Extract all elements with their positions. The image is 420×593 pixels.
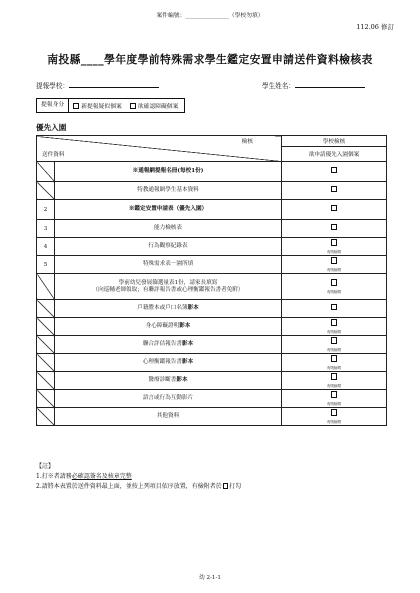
note-2-prefix: 2.請將本表置於送件資料最上面，並按上列項目依序放置，有檢附者於	[36, 483, 222, 490]
row-number-cell	[37, 300, 55, 318]
row-number-cell	[37, 318, 55, 336]
if-any-note: 有則檢附	[326, 249, 342, 254]
if-any-note: 有則檢附	[326, 289, 342, 294]
student-input-line[interactable]	[295, 80, 365, 88]
row-item-text: 能力檢核表	[154, 225, 182, 231]
row-check-cell	[282, 372, 387, 390]
table-row	[37, 162, 387, 182]
row-check-cell	[282, 220, 387, 238]
row-number-cell	[37, 274, 55, 300]
row-number-cell: 3	[37, 220, 55, 238]
checklist-table	[36, 135, 387, 426]
row-item-text: 特教通報網學生基本資料	[137, 187, 199, 193]
checkbox-icon[interactable]	[331, 279, 338, 286]
table-row	[37, 336, 387, 354]
row-check-cell	[282, 354, 387, 372]
identity-option-new-label: 新提報疑似個案	[81, 104, 122, 110]
row-item-text: 戶籍謄本或戶口名簿影本	[137, 305, 199, 311]
checkbox-icon[interactable]	[130, 103, 136, 109]
row-item-text: ※鑑定安置申請表（優先入園）	[128, 206, 208, 212]
if-any-note: 有則檢附	[326, 329, 342, 334]
table-row	[37, 238, 387, 256]
row-check-cell	[282, 162, 387, 182]
checkbox-icon[interactable]	[331, 319, 338, 326]
checkbox-icon[interactable]	[73, 103, 79, 109]
column-subheader: 欲申請優先入園個案	[282, 147, 387, 162]
student-field	[262, 80, 365, 90]
checkbox-icon[interactable]	[331, 224, 338, 231]
row-number-cell	[37, 372, 55, 390]
row-check-cell	[282, 238, 387, 256]
row-check-cell	[282, 318, 387, 336]
row-number-cell: 4	[37, 238, 55, 256]
row-item-cell	[55, 274, 282, 300]
row-check-cell	[282, 182, 387, 200]
row-number-cell: 5	[37, 256, 55, 274]
table-corner-cell	[37, 136, 282, 162]
table-row	[37, 220, 387, 238]
row-item-text: 學前幼兒發展篩選量表1份，請家長填寫	[118, 279, 218, 286]
school-field	[36, 80, 159, 90]
corner-bottom-label: 送件資料	[42, 152, 65, 158]
table-row	[37, 408, 387, 426]
table-row	[37, 182, 387, 200]
row-number-cell	[37, 354, 55, 372]
row-number-cell	[37, 336, 55, 354]
checkbox-icon	[223, 483, 229, 489]
row-check-cell	[282, 336, 387, 354]
if-any-note: 有則檢附	[326, 419, 342, 424]
footer-code: 幼 2-1-1	[199, 575, 221, 581]
row-item-text: 心理衡鑑報告書影本	[142, 359, 194, 365]
case-number-header: 案件編號：_______________（學校勿填）	[156, 13, 264, 19]
row-item-cell	[55, 220, 282, 238]
row-number-cell: 2	[37, 200, 55, 220]
row-item-cell	[55, 182, 282, 200]
row-item-cell	[55, 408, 282, 426]
row-check-cell	[282, 408, 387, 426]
notes-heading: 【註】	[36, 463, 55, 470]
checkbox-icon[interactable]	[331, 186, 338, 193]
row-item-cell	[55, 318, 282, 336]
identity-box	[36, 98, 185, 113]
checkbox-icon[interactable]	[331, 409, 338, 416]
row-check-cell	[282, 300, 387, 318]
table-row	[37, 200, 387, 220]
note-2-suffix: 打勾	[229, 483, 242, 490]
row-check-cell	[282, 200, 387, 220]
identity-option-confirm[interactable]	[126, 101, 185, 110]
row-item-cell	[55, 300, 282, 318]
checkbox-icon[interactable]	[331, 391, 338, 398]
if-any-note: 有則檢附	[326, 347, 342, 352]
note-1-underlined: 必確認簽名及核章完整	[71, 473, 132, 480]
checkbox-icon[interactable]	[331, 373, 338, 380]
row-number-cell	[37, 408, 55, 426]
student-label: 學生姓名：	[262, 82, 295, 90]
note-2	[36, 482, 241, 492]
section-title: 優先入園	[36, 123, 67, 132]
school-label: 提報學校：	[36, 82, 69, 90]
identity-option-new[interactable]	[69, 101, 126, 110]
row-item-text: （向巡輔老師領取；有聯評報告書或心理衡鑑報告書者免附）	[92, 286, 244, 293]
table-row	[37, 318, 387, 336]
note-1	[36, 472, 241, 482]
checkbox-icon[interactable]	[331, 337, 338, 344]
checkbox-icon[interactable]	[331, 355, 338, 362]
notes-section	[36, 462, 241, 492]
table-row	[37, 372, 387, 390]
row-item-text: 聯合評估報告書影本	[142, 341, 194, 347]
checkbox-icon[interactable]	[331, 304, 338, 311]
corner-top-label: 檢核	[241, 139, 253, 145]
if-any-note: 有則檢附	[326, 401, 342, 406]
row-number-cell	[37, 182, 55, 200]
identity-label: 提報身分	[37, 99, 69, 112]
table-row	[37, 390, 387, 408]
row-item-text: 語言或行為互動影片	[142, 395, 194, 401]
row-item-cell	[55, 336, 282, 354]
form-title: 南投縣____學年度學前特殊需求學生鑑定安置申請送件資料檢核表	[47, 53, 373, 66]
row-check-cell	[282, 274, 387, 300]
table-row	[37, 256, 387, 274]
row-item-cell	[55, 238, 282, 256]
row-item-text: 身心障礙證明影本	[145, 323, 191, 329]
column-header: 學校檢核	[282, 136, 387, 147]
checkbox-icon[interactable]	[331, 257, 338, 264]
row-check-cell	[282, 256, 387, 274]
row-item-cell	[55, 256, 282, 274]
row-item-cell	[55, 200, 282, 220]
row-item-cell	[55, 162, 282, 182]
note-1-prefix: 1.打※者請務	[36, 473, 72, 480]
row-item-text: ※通報網提報名冊(每校1份)	[132, 168, 204, 174]
table-row	[37, 300, 387, 318]
checkbox-icon[interactable]	[331, 205, 338, 212]
table-row	[37, 354, 387, 372]
row-item-cell	[55, 354, 282, 372]
row-item-text: 其他資料	[156, 413, 180, 419]
checkbox-icon[interactable]	[331, 167, 338, 174]
revision-label: 112.06 修訂	[356, 23, 394, 31]
table-row	[37, 274, 387, 300]
row-item-cell	[55, 372, 282, 390]
school-input-line[interactable]	[69, 80, 159, 88]
row-item-text: 行為觀察紀錄表	[148, 243, 188, 249]
row-check-cell	[282, 390, 387, 408]
if-any-note: 有則檢附	[326, 383, 342, 388]
row-number-cell	[37, 390, 55, 408]
row-item-cell	[55, 390, 282, 408]
if-any-note: 有則檢附	[326, 267, 342, 272]
identity-option-confirm-label: 欲確認障礙個案	[137, 104, 179, 110]
if-any-note: 有則檢附	[326, 365, 342, 370]
row-number-cell	[37, 162, 55, 182]
row-item-text: 特殊需求表－園所填	[142, 261, 194, 267]
checkbox-icon[interactable]	[331, 239, 338, 246]
row-item-text: 醫療診斷書影本	[148, 377, 188, 383]
